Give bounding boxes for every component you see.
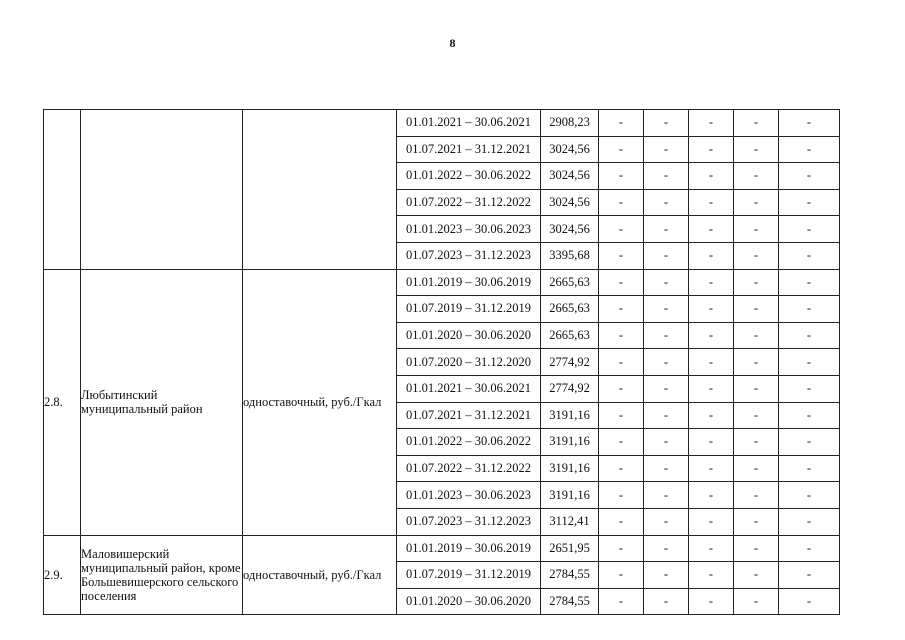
- municipality-name: [81, 110, 243, 270]
- dash-cell: -: [689, 375, 734, 402]
- dash-cell: -: [734, 349, 779, 376]
- dash-cell: -: [734, 402, 779, 429]
- period-cell: 01.07.2023 – 31.12.2023: [397, 242, 541, 269]
- tariff-value-cell: 3191,16: [541, 482, 599, 509]
- tariff-value-cell: 2774,92: [541, 349, 599, 376]
- period-cell: 01.01.2023 – 30.06.2023: [397, 482, 541, 509]
- dash-cell: -: [779, 349, 840, 376]
- tariff-type: одноставочный, руб./Гкал: [243, 535, 397, 615]
- dash-cell: -: [734, 429, 779, 456]
- row-number: 2.9.: [44, 535, 81, 615]
- dash-cell: -: [599, 216, 644, 243]
- dash-cell: -: [644, 535, 689, 562]
- dash-cell: -: [779, 508, 840, 535]
- period-cell: 01.07.2023 – 31.12.2023: [397, 508, 541, 535]
- tariff-table-body: [44, 110, 840, 615]
- dash-cell: -: [644, 322, 689, 349]
- dash-cell: -: [644, 136, 689, 163]
- period-cell: 01.07.2022 – 31.12.2022: [397, 455, 541, 482]
- dash-cell: -: [599, 349, 644, 376]
- dash-cell: -: [644, 242, 689, 269]
- dash-cell: -: [734, 535, 779, 562]
- dash-cell: -: [689, 110, 734, 137]
- dash-cell: -: [779, 482, 840, 509]
- dash-cell: -: [599, 375, 644, 402]
- dash-cell: -: [779, 189, 840, 216]
- period-cell: 01.07.2021 – 31.12.2021: [397, 402, 541, 429]
- tariff-value-cell: 3024,56: [541, 189, 599, 216]
- tariff-value-cell: 3112,41: [541, 508, 599, 535]
- tariff-value-cell: 2784,55: [541, 588, 599, 615]
- tariff-value-cell: 3024,56: [541, 163, 599, 190]
- dash-cell: -: [644, 269, 689, 296]
- dash-cell: -: [599, 482, 644, 509]
- tariff-type: одноставочный, руб./Гкал: [243, 269, 397, 535]
- period-cell: 01.01.2022 – 30.06.2022: [397, 163, 541, 190]
- dash-cell: -: [734, 189, 779, 216]
- period-cell: 01.01.2022 – 30.06.2022: [397, 429, 541, 456]
- dash-cell: -: [689, 535, 734, 562]
- dash-cell: -: [689, 216, 734, 243]
- dash-cell: -: [599, 535, 644, 562]
- dash-cell: -: [734, 296, 779, 323]
- dash-cell: -: [779, 562, 840, 589]
- dash-cell: -: [644, 163, 689, 190]
- tariff-value-cell: 3191,16: [541, 429, 599, 456]
- dash-cell: -: [599, 322, 644, 349]
- dash-cell: -: [779, 535, 840, 562]
- dash-cell: -: [689, 322, 734, 349]
- dash-cell: -: [734, 375, 779, 402]
- dash-cell: -: [779, 588, 840, 615]
- dash-cell: -: [779, 110, 840, 137]
- period-cell: 01.07.2019 – 31.12.2019: [397, 296, 541, 323]
- period-cell: 01.07.2021 – 31.12.2021: [397, 136, 541, 163]
- tariff-value-cell: 3191,16: [541, 455, 599, 482]
- municipality-name: Любытинский муниципальный район: [81, 269, 243, 535]
- period-cell: 01.01.2019 – 30.06.2019: [397, 535, 541, 562]
- tariff-value-cell: 3191,16: [541, 402, 599, 429]
- tariff-value-cell: 2784,55: [541, 562, 599, 589]
- dash-cell: -: [779, 455, 840, 482]
- period-cell: 01.01.2019 – 30.06.2019: [397, 269, 541, 296]
- dash-cell: -: [734, 216, 779, 243]
- tariff-value-cell: 3395,68: [541, 242, 599, 269]
- dash-cell: -: [734, 110, 779, 137]
- dash-cell: -: [599, 429, 644, 456]
- dash-cell: -: [734, 242, 779, 269]
- period-cell: 01.07.2020 – 31.12.2020: [397, 349, 541, 376]
- dash-cell: -: [644, 110, 689, 137]
- dash-cell: -: [689, 136, 734, 163]
- dash-cell: -: [599, 508, 644, 535]
- dash-cell: -: [779, 402, 840, 429]
- dash-cell: -: [779, 375, 840, 402]
- tariff-value-cell: 2774,92: [541, 375, 599, 402]
- dash-cell: -: [779, 429, 840, 456]
- dash-cell: -: [734, 136, 779, 163]
- tariff-value-cell: 2665,63: [541, 296, 599, 323]
- row-number: [44, 110, 81, 270]
- municipality-name: Маловишерский муниципальный район, кроме Большевишерского сельского поселения: [81, 535, 243, 615]
- dash-cell: -: [689, 269, 734, 296]
- dash-cell: -: [644, 482, 689, 509]
- dash-cell: -: [644, 588, 689, 615]
- dash-cell: -: [599, 242, 644, 269]
- dash-cell: -: [779, 296, 840, 323]
- dash-cell: -: [599, 588, 644, 615]
- dash-cell: -: [689, 163, 734, 190]
- dash-cell: -: [734, 163, 779, 190]
- table-row: [44, 110, 840, 137]
- dash-cell: -: [689, 242, 734, 269]
- table-row: [44, 269, 840, 296]
- tariff-value-cell: 2651,95: [541, 535, 599, 562]
- tariff-value-cell: 3024,56: [541, 136, 599, 163]
- period-cell: 01.07.2019 – 31.12.2019: [397, 562, 541, 589]
- dash-cell: -: [689, 296, 734, 323]
- dash-cell: -: [689, 429, 734, 456]
- dash-cell: -: [689, 508, 734, 535]
- tariff-type: [243, 110, 397, 270]
- dash-cell: -: [779, 322, 840, 349]
- period-cell: 01.01.2021 – 30.06.2021: [397, 110, 541, 137]
- dash-cell: -: [644, 508, 689, 535]
- period-cell: 01.01.2020 – 30.06.2020: [397, 322, 541, 349]
- dash-cell: -: [644, 562, 689, 589]
- dash-cell: -: [734, 508, 779, 535]
- dash-cell: -: [599, 296, 644, 323]
- dash-cell: -: [779, 216, 840, 243]
- dash-cell: -: [689, 349, 734, 376]
- dash-cell: -: [689, 562, 734, 589]
- tariff-table: [43, 109, 840, 615]
- dash-cell: -: [599, 163, 644, 190]
- dash-cell: -: [779, 242, 840, 269]
- period-cell: 01.07.2022 – 31.12.2022: [397, 189, 541, 216]
- dash-cell: -: [644, 189, 689, 216]
- dash-cell: -: [599, 110, 644, 137]
- dash-cell: -: [599, 136, 644, 163]
- dash-cell: -: [644, 455, 689, 482]
- table-row: [44, 535, 840, 562]
- page-number: 8: [449, 36, 456, 50]
- dash-cell: -: [734, 482, 779, 509]
- dash-cell: -: [644, 349, 689, 376]
- dash-cell: -: [734, 269, 779, 296]
- dash-cell: -: [599, 189, 644, 216]
- dash-cell: -: [779, 163, 840, 190]
- dash-cell: -: [644, 429, 689, 456]
- tariff-value-cell: 3024,56: [541, 216, 599, 243]
- tariff-value-cell: 2908,23: [541, 110, 599, 137]
- dash-cell: -: [734, 455, 779, 482]
- dash-cell: -: [644, 402, 689, 429]
- dash-cell: -: [644, 296, 689, 323]
- dash-cell: -: [644, 216, 689, 243]
- dash-cell: -: [689, 189, 734, 216]
- period-cell: 01.01.2023 – 30.06.2023: [397, 216, 541, 243]
- dash-cell: -: [689, 402, 734, 429]
- period-cell: 01.01.2021 – 30.06.2021: [397, 375, 541, 402]
- dash-cell: -: [689, 455, 734, 482]
- row-number: 2.8.: [44, 269, 81, 535]
- dash-cell: -: [779, 136, 840, 163]
- dash-cell: -: [689, 482, 734, 509]
- dash-cell: -: [734, 322, 779, 349]
- dash-cell: -: [644, 375, 689, 402]
- dash-cell: -: [734, 588, 779, 615]
- dash-cell: -: [779, 269, 840, 296]
- dash-cell: -: [734, 562, 779, 589]
- dash-cell: -: [689, 588, 734, 615]
- tariff-value-cell: 2665,63: [541, 322, 599, 349]
- dash-cell: -: [599, 455, 644, 482]
- period-cell: 01.01.2020 – 30.06.2020: [397, 588, 541, 615]
- dash-cell: -: [599, 402, 644, 429]
- dash-cell: -: [599, 269, 644, 296]
- tariff-value-cell: 2665,63: [541, 269, 599, 296]
- dash-cell: -: [599, 562, 644, 589]
